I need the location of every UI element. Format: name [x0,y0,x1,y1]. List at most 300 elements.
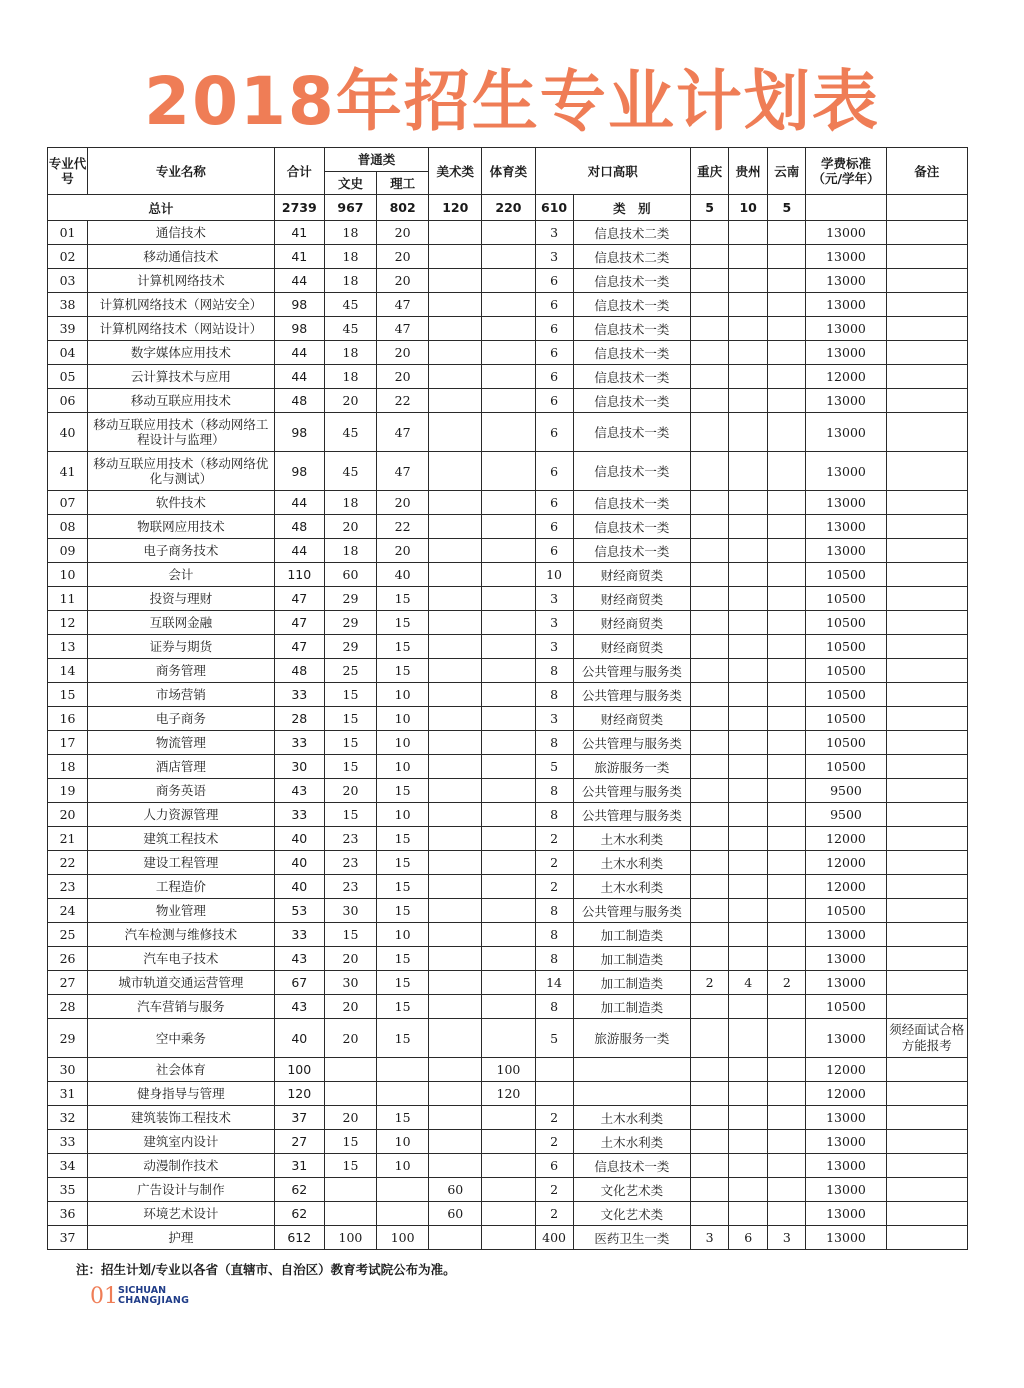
cell-science: 20 [377,491,429,515]
cell-chongqing [691,995,729,1019]
table-row [48,611,968,635]
cell-sports [482,413,535,452]
cell-chongqing [691,803,729,827]
table-row [48,899,968,923]
cell-yunnan [768,875,806,899]
cell-yunnan [768,245,806,269]
cell-code: 05 [48,365,88,389]
cell-sports [482,803,535,827]
cell-chongqing [691,413,729,452]
cell-chongqing [691,659,729,683]
cell-tuition: 13000 [806,269,886,293]
cell-vocational: 2 [535,1202,573,1226]
cell-tuition: 13000 [806,539,886,563]
cell-code: 27 [48,971,88,995]
cell-sports: 100 [482,1058,535,1082]
cell-yunnan [768,731,806,755]
cell-remarks [886,1226,967,1250]
cell-sports [482,611,535,635]
cell-name: 移动互联应用技术（移动网络优化与测试） [88,452,275,491]
cell-remarks [886,611,967,635]
header-science: 理工 [377,172,429,195]
cell-remarks [886,221,967,245]
cell-chongqing [691,563,729,587]
cell-remarks [886,563,967,587]
cell-name: 物联网应用技术 [88,515,275,539]
table-row [48,923,968,947]
cell-arts: 25 [324,659,376,683]
cell-vocational: 6 [535,413,573,452]
cell-science: 15 [377,971,429,995]
cell-sports [482,1130,535,1154]
table-row [48,1154,968,1178]
cell-tuition: 13000 [806,341,886,365]
cell-sports [482,827,535,851]
cell-code: 14 [48,659,88,683]
cell-guizhou [729,899,768,923]
cell-arts: 23 [324,875,376,899]
cell-guizhou [729,317,768,341]
cell-vocational: 3 [535,245,573,269]
cell-remarks [886,971,967,995]
cell-guizhou [729,923,768,947]
cell-name: 投资与理财 [88,587,275,611]
header-code: 专业代号 [48,148,88,195]
cell-vocational: 3 [535,221,573,245]
table-row [48,389,968,413]
cell-code: 02 [48,245,88,269]
cell-vocational: 400 [535,1226,573,1250]
cell-code: 08 [48,515,88,539]
cell-total: 44 [274,365,324,389]
cell-fine-art [429,587,482,611]
cell-guizhou [729,683,768,707]
cell-code: 10 [48,563,88,587]
cell-vocational: 6 [535,515,573,539]
cell-category: 信息技术一类 [573,293,690,317]
cell-chongqing [691,341,729,365]
cell-remarks: 须经面试合格方能报考 [886,1019,967,1058]
cell-yunnan [768,1019,806,1058]
cell-guizhou [729,995,768,1019]
cell-tuition: 10500 [806,587,886,611]
cell-vocational: 2 [535,1130,573,1154]
cell-sports [482,269,535,293]
cell-chongqing [691,779,729,803]
header-vocational: 对口高职 [535,148,691,195]
cell-remarks [886,413,967,452]
cell-code: 07 [48,491,88,515]
cell-total: 30 [274,755,324,779]
cell-arts: 20 [324,779,376,803]
cell-arts: 45 [324,293,376,317]
cell-chongqing [691,1178,729,1202]
cell-guizhou [729,803,768,827]
cell-fine-art [429,875,482,899]
cell-vocational: 8 [535,899,573,923]
cell-total: 44 [274,269,324,293]
cell-guizhou [729,413,768,452]
cell-total: 41 [274,245,324,269]
cell-category: 土木水利类 [573,827,690,851]
table-row [48,1106,968,1130]
cell-vocational: 8 [535,995,573,1019]
cell-yunnan [768,827,806,851]
cell-chongqing [691,875,729,899]
cell-vocational: 3 [535,707,573,731]
cell-fine-art: 60 [429,1202,482,1226]
cell-tuition: 13000 [806,1202,886,1226]
cell-arts: 15 [324,1154,376,1178]
cell-fine-art [429,611,482,635]
cell-arts: 15 [324,1130,376,1154]
cell-name: 广告设计与制作 [88,1178,275,1202]
cell-yunnan [768,539,806,563]
cell-category: 信息技术一类 [573,1154,690,1178]
cell-arts: 18 [324,245,376,269]
cell-tuition: 10500 [806,563,886,587]
cell-chongqing [691,1154,729,1178]
header-name: 专业名称 [88,148,275,195]
cell-arts: 45 [324,452,376,491]
cell-fine-art [429,755,482,779]
cell-science: 15 [377,899,429,923]
summary-chongqing: 5 [691,195,729,221]
cell-arts: 18 [324,221,376,245]
cell-arts: 29 [324,635,376,659]
cell-guizhou [729,1082,768,1106]
cell-tuition: 13000 [806,293,886,317]
cell-name: 汽车检测与维修技术 [88,923,275,947]
cell-total: 47 [274,635,324,659]
cell-vocational: 8 [535,659,573,683]
cell-sports [482,779,535,803]
cell-science: 10 [377,707,429,731]
header-sports: 体育类 [482,148,535,195]
cell-yunnan [768,947,806,971]
cell-total: 44 [274,491,324,515]
cell-arts: 15 [324,683,376,707]
cell-fine-art [429,1106,482,1130]
cell-category: 信息技术一类 [573,515,690,539]
cell-chongqing [691,899,729,923]
cell-science: 15 [377,875,429,899]
cell-tuition: 13000 [806,1106,886,1130]
cell-total: 120 [274,1082,324,1106]
cell-guizhou [729,755,768,779]
cell-tuition: 13000 [806,221,886,245]
cell-vocational: 2 [535,827,573,851]
cell-vocational: 6 [535,341,573,365]
cell-category: 信息技术一类 [573,389,690,413]
table-row [48,827,968,851]
cell-science: 15 [377,1019,429,1058]
cell-code: 38 [48,293,88,317]
cell-science: 20 [377,269,429,293]
cell-name: 移动互联应用技术 [88,389,275,413]
cell-fine-art [429,1082,482,1106]
cell-yunnan [768,365,806,389]
enrollment-plan-table [47,147,968,1250]
cell-name: 互联网金融 [88,611,275,635]
cell-guizhou [729,221,768,245]
cell-arts: 20 [324,947,376,971]
cell-code: 40 [48,413,88,452]
cell-tuition: 13000 [806,1154,886,1178]
cell-name: 工程造价 [88,875,275,899]
cell-chongqing [691,587,729,611]
cell-tuition: 10500 [806,611,886,635]
cell-science: 20 [377,341,429,365]
cell-name: 城市轨道交通运营管理 [88,971,275,995]
summary-yunnan: 5 [768,195,806,221]
cell-arts: 15 [324,731,376,755]
cell-tuition: 10500 [806,899,886,923]
cell-guizhou [729,269,768,293]
cell-name: 汽车电子技术 [88,947,275,971]
cell-total: 44 [274,539,324,563]
cell-total: 98 [274,293,324,317]
cell-science: 20 [377,539,429,563]
cell-yunnan [768,491,806,515]
cell-guizhou [729,1178,768,1202]
cell-category: 加工制造类 [573,947,690,971]
cell-science: 15 [377,851,429,875]
cell-guizhou [729,635,768,659]
cell-total: 44 [274,341,324,365]
cell-fine-art [429,293,482,317]
cell-remarks [886,755,967,779]
table-row [48,563,968,587]
cell-arts: 15 [324,923,376,947]
cell-fine-art [429,221,482,245]
cell-category: 公共管理与服务类 [573,779,690,803]
cell-code: 31 [48,1082,88,1106]
table-row [48,755,968,779]
cell-remarks [886,269,967,293]
cell-vocational: 14 [535,971,573,995]
cell-vocational: 6 [535,269,573,293]
cell-tuition: 12000 [806,365,886,389]
table-row [48,707,968,731]
cell-remarks [886,923,967,947]
cell-category: 加工制造类 [573,971,690,995]
cell-tuition: 10500 [806,635,886,659]
cell-arts: 18 [324,341,376,365]
cell-sports [482,341,535,365]
cell-guizhou [729,515,768,539]
cell-code: 41 [48,452,88,491]
cell-remarks [886,245,967,269]
cell-chongqing [691,683,729,707]
summary-fine-art: 120 [429,195,482,221]
cell-sports [482,899,535,923]
cell-arts [324,1058,376,1082]
cell-chongqing [691,923,729,947]
table-row [48,413,968,452]
cell-tuition: 13000 [806,452,886,491]
cell-tuition: 12000 [806,1058,886,1082]
cell-category: 文化艺术类 [573,1202,690,1226]
cell-category: 财经商贸类 [573,707,690,731]
cell-fine-art [429,683,482,707]
cell-total: 33 [274,803,324,827]
cell-code: 33 [48,1130,88,1154]
table-row [48,1202,968,1226]
cell-chongqing [691,851,729,875]
cell-vocational: 6 [535,452,573,491]
cell-chongqing [691,947,729,971]
cell-fine-art [429,1019,482,1058]
cell-science: 22 [377,515,429,539]
cell-fine-art [429,452,482,491]
cell-name: 建筑室内设计 [88,1130,275,1154]
cell-sports [482,539,535,563]
cell-sports [482,731,535,755]
cell-name: 空中乘务 [88,1019,275,1058]
cell-remarks [886,635,967,659]
cell-category: 财经商贸类 [573,563,690,587]
cell-total: 110 [274,563,324,587]
cell-vocational: 8 [535,731,573,755]
cell-guizhou [729,827,768,851]
table-row [48,1058,968,1082]
cell-chongqing [691,1130,729,1154]
cell-tuition: 13000 [806,1226,886,1250]
cell-code: 34 [48,1154,88,1178]
cell-tuition: 13000 [806,971,886,995]
cell-yunnan [768,563,806,587]
cell-tuition: 13000 [806,317,886,341]
cell-category: 信息技术一类 [573,269,690,293]
cell-category [573,1082,690,1106]
cell-yunnan [768,635,806,659]
cell-sports [482,245,535,269]
cell-chongqing [691,491,729,515]
cell-yunnan [768,389,806,413]
cell-name: 市场营销 [88,683,275,707]
cell-yunnan [768,1202,806,1226]
table-row [48,635,968,659]
cell-chongqing [691,611,729,635]
cell-code: 22 [48,851,88,875]
cell-total: 33 [274,731,324,755]
cell-tuition: 13000 [806,1130,886,1154]
cell-science: 15 [377,827,429,851]
cell-fine-art [429,413,482,452]
cell-code: 04 [48,341,88,365]
cell-fine-art [429,1130,482,1154]
cell-name: 汽车营销与服务 [88,995,275,1019]
cell-tuition: 13000 [806,1019,886,1058]
cell-category: 信息技术一类 [573,491,690,515]
cell-guizhou [729,1106,768,1130]
cell-category: 公共管理与服务类 [573,803,690,827]
cell-tuition: 10500 [806,659,886,683]
cell-total: 98 [274,452,324,491]
cell-guizhou [729,731,768,755]
cell-yunnan [768,1106,806,1130]
summary-arts: 967 [324,195,376,221]
cell-code: 25 [48,923,88,947]
cell-category: 公共管理与服务类 [573,683,690,707]
cell-vocational: 3 [535,587,573,611]
cell-total: 48 [274,659,324,683]
cell-sports [482,1202,535,1226]
cell-tuition: 13000 [806,923,886,947]
cell-arts: 15 [324,755,376,779]
cell-arts [324,1202,376,1226]
cell-fine-art [429,1226,482,1250]
brand-line-1: SICHUAN [118,1285,167,1296]
cell-name: 酒店管理 [88,755,275,779]
cell-remarks [886,293,967,317]
summary-total: 2739 [274,195,324,221]
table-row [48,875,968,899]
cell-category: 医药卫生一类 [573,1226,690,1250]
cell-chongqing [691,731,729,755]
cell-chongqing [691,317,729,341]
cell-vocational: 8 [535,947,573,971]
table-row [48,587,968,611]
cell-tuition: 10500 [806,683,886,707]
cell-yunnan [768,515,806,539]
table-row [48,851,968,875]
table-row [48,803,968,827]
cell-sports [482,683,535,707]
cell-sports [482,1154,535,1178]
cell-fine-art: 60 [429,1178,482,1202]
cell-remarks [886,1154,967,1178]
cell-chongqing [691,1058,729,1082]
cell-category: 信息技术一类 [573,317,690,341]
cell-sports [482,971,535,995]
cell-yunnan: 2 [768,971,806,995]
cell-tuition: 13000 [806,491,886,515]
cell-name: 云计算技术与应用 [88,365,275,389]
cell-total: 40 [274,875,324,899]
cell-code: 03 [48,269,88,293]
table-row [48,1130,968,1154]
cell-chongqing [691,1019,729,1058]
cell-vocational: 6 [535,539,573,563]
cell-fine-art [429,923,482,947]
cell-name: 移动通信技术 [88,245,275,269]
cell-name: 证券与期货 [88,635,275,659]
cell-sports [482,563,535,587]
cell-guizhou [729,389,768,413]
cell-yunnan [768,413,806,452]
header-chongqing: 重庆 [691,148,729,195]
cell-sports [482,755,535,779]
cell-arts: 29 [324,587,376,611]
cell-code: 11 [48,587,88,611]
cell-code: 01 [48,221,88,245]
cell-fine-art [429,827,482,851]
cell-vocational [535,1082,573,1106]
cell-tuition: 13000 [806,413,886,452]
cell-sports [482,851,535,875]
cell-name: 人力资源管理 [88,803,275,827]
cell-name: 物流管理 [88,731,275,755]
cell-arts: 100 [324,1226,376,1250]
cell-fine-art [429,707,482,731]
cell-sports [482,707,535,731]
cell-yunnan [768,1154,806,1178]
cell-code: 06 [48,389,88,413]
cell-category: 信息技术一类 [573,365,690,389]
cell-arts: 15 [324,803,376,827]
